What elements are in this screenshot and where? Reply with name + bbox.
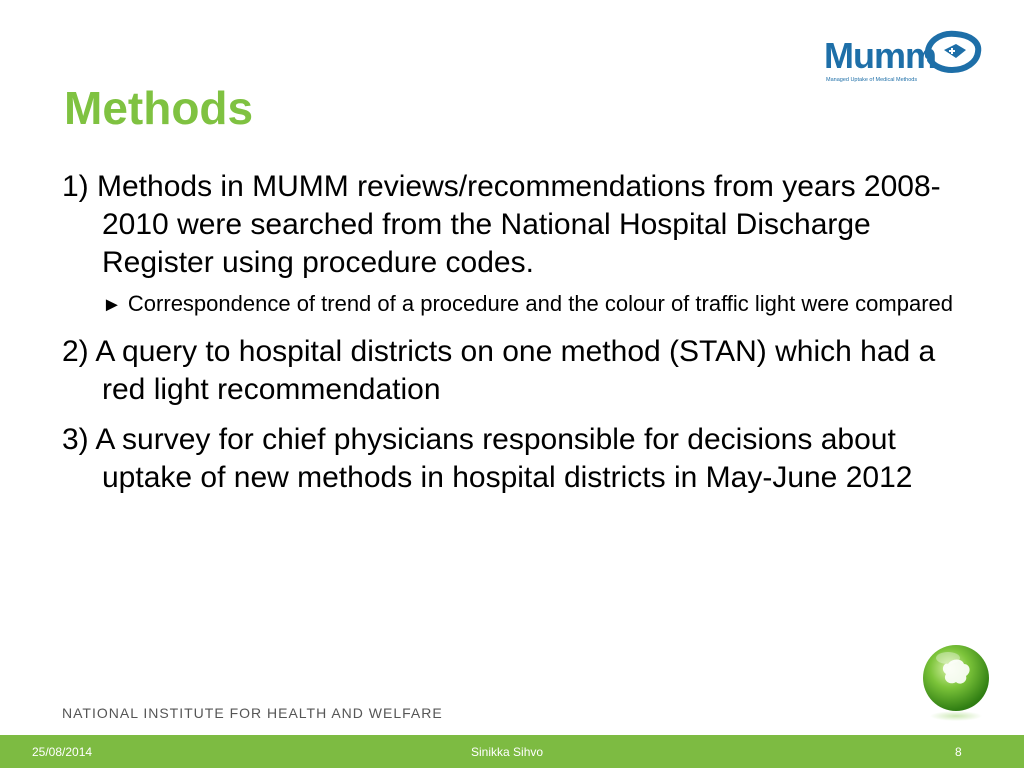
logo-tagline: Managed Uptake of Medical Methods: [826, 77, 918, 83]
institute-name: NATIONAL INSTITUTE FOR HEALTH AND WELFARE: [62, 705, 443, 721]
logo-wordmark: Mumm: [824, 35, 936, 76]
list-item-1: 1) Methods in MUMM reviews/recommendations from years 2008-2010 were searched from the National Hospital Discharge Register using procedure codes.: [62, 170, 941, 279]
footer-author: Sinikka Sihvo: [471, 745, 544, 759]
footer-bar: [0, 735, 1024, 768]
sub-point: [102, 290, 972, 319]
mumm-logo: [818, 26, 988, 88]
content-list: [62, 168, 972, 509]
list-item-2: 2) A query to hospital districts on one method (STAN) which had a red light recommendation: [62, 335, 936, 406]
slide-title: Methods: [64, 82, 254, 134]
page-number: 8: [955, 745, 962, 759]
sub-point-text: Correspondence of trend of a procedure and the colour of traffic light were compared: [127, 291, 953, 316]
mumm-swoosh-icon: [922, 26, 986, 78]
green-globe-icon: [918, 640, 994, 722]
arrow-bullet-icon: ►: [102, 294, 122, 316]
list-item-3: 3) A survey for chief physicians responsible for decisions about uptake of new methods in hospital districts in May-June 2012: [62, 423, 913, 494]
footer-date: 25/08/2014: [32, 745, 93, 759]
